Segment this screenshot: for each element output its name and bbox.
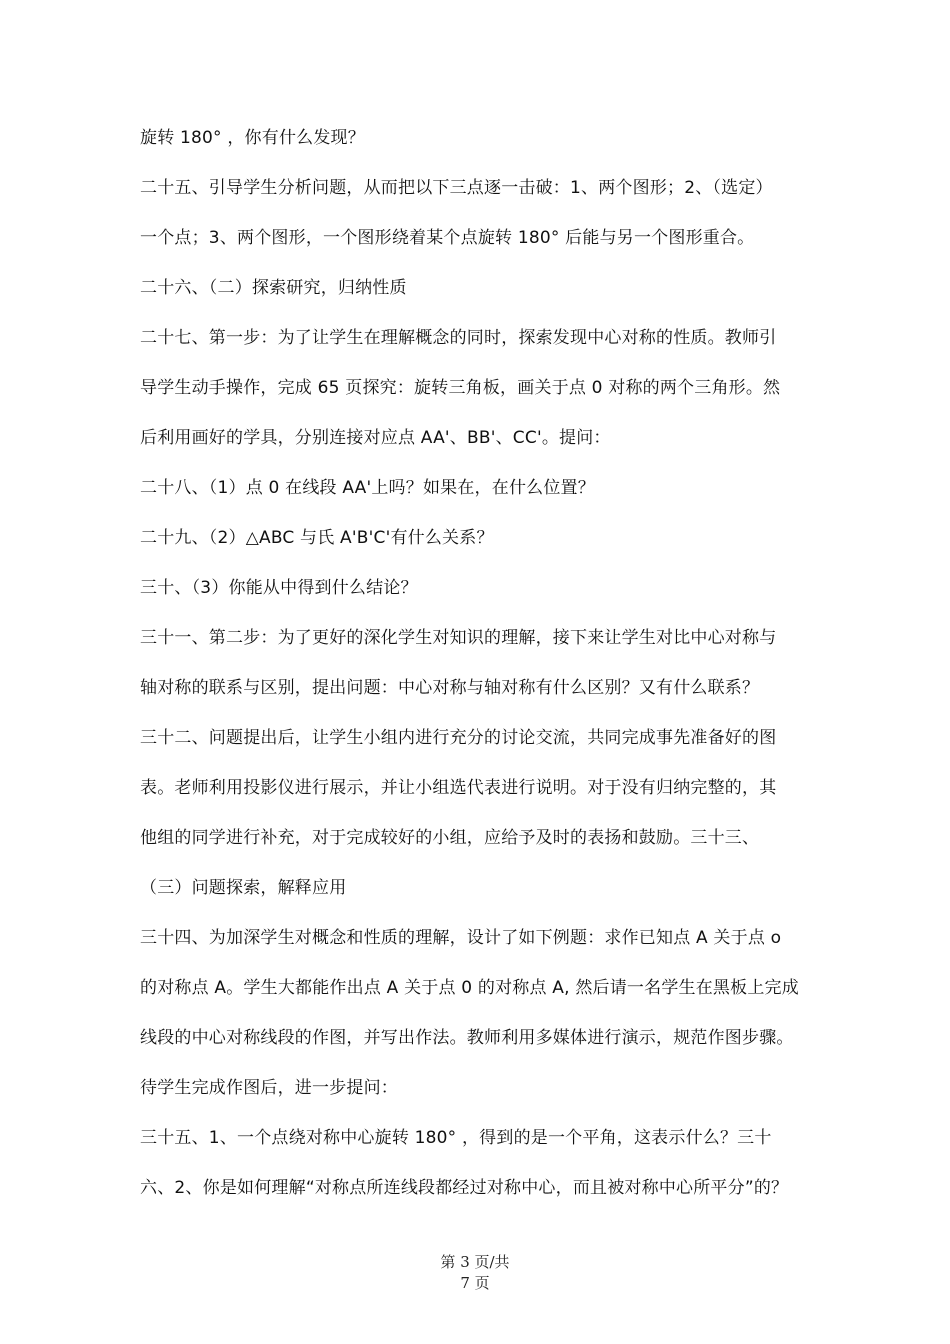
- text-line-14: 表。老师利用投影仪进行展示，并让小组选代表进行说明。对于没有归纳完整的，其: [140, 778, 777, 798]
- text-line-20: 待学生完成作图后，进一步提问：: [140, 1078, 398, 1098]
- text-line-5: 二十七、第一步：为了让学生在理解概念的同时，探索发现中心对称的性质。教师引: [140, 328, 777, 348]
- text-line-15: 他组的同学进行补充，对于完成较好的小组，应给予及时的表扬和鼓励。三十三、: [140, 828, 760, 848]
- text-line-17: 三十四、为加深学生对概念和性质的理解，设计了如下例题：求作已知点 A 关于点 o: [140, 928, 782, 948]
- text-line-3: 一个点；3、两个图形，一个图形绕着某个点旋转 180° 后能与另一个图形重合。: [140, 228, 755, 248]
- page-number-line-1: 第 3 页/共: [440, 1253, 510, 1271]
- text-line-8: 二十八、（1）点 0 在线段 AA'上吗？如果在，在什么位置？: [140, 478, 595, 498]
- text-line-11: 三十一、第二步：为了更好的深化学生对知识的理解，接下来让学生对比中心对称与: [140, 628, 777, 648]
- text-line-13: 三十二、问题提出后，让学生小组内进行充分的讨论交流，共同完成事先准备好的图: [140, 728, 777, 748]
- text-line-7: 后利用画好的学具，分别连接对应点 AA'、BB'、CC'。提问：: [140, 428, 611, 448]
- text-line-21: 三十五、1、一个点绕对称中心旋转 180° ，得到的是一个平角，这表示什么？三十: [140, 1128, 772, 1148]
- text-line-6: 导学生动手操作，完成 65 页探究：旋转三角板，画关于点 0 对称的两个三角形。然: [140, 378, 781, 398]
- text-line-12: 轴对称的联系与区别，提出问题：中心对称与轴对称有什么区别？又有什么联系？: [140, 678, 760, 698]
- text-line-10: 三十、（3）你能从中得到什么结论？: [140, 578, 418, 598]
- page-number-line-2: 7 页: [460, 1274, 490, 1292]
- text-line-2: 二十五、引导学生分析问题，从而把以下三点逐一击破：1、两个图形；2、（选定）: [140, 178, 773, 198]
- text-line-16: （三）问题探索，解释应用: [140, 878, 347, 898]
- text-line-9: 二十九、（2）△ABC 与氏 A'B'C'有什么关系？: [140, 528, 494, 548]
- text-line-19: 线段的中心对称线段的作图，并写出作法。教师利用多媒体进行演示，规范作图步骤。: [140, 1028, 794, 1048]
- text-line-18: 的对称点 A。学生大都能作出点 A 关于点 0 的对称点 A, 然后请一名学生在黑板上完成: [140, 978, 799, 998]
- text-line-22: 六、2、你是如何理解“对称点所连线段都经过对称中心，而且被对称中心所平分”的？: [140, 1178, 789, 1198]
- text-line-1: 旋转 180° ，你有什么发现？: [140, 128, 365, 148]
- text-line-4: 二十六、（二）探索研究，归纳性质: [140, 278, 407, 298]
